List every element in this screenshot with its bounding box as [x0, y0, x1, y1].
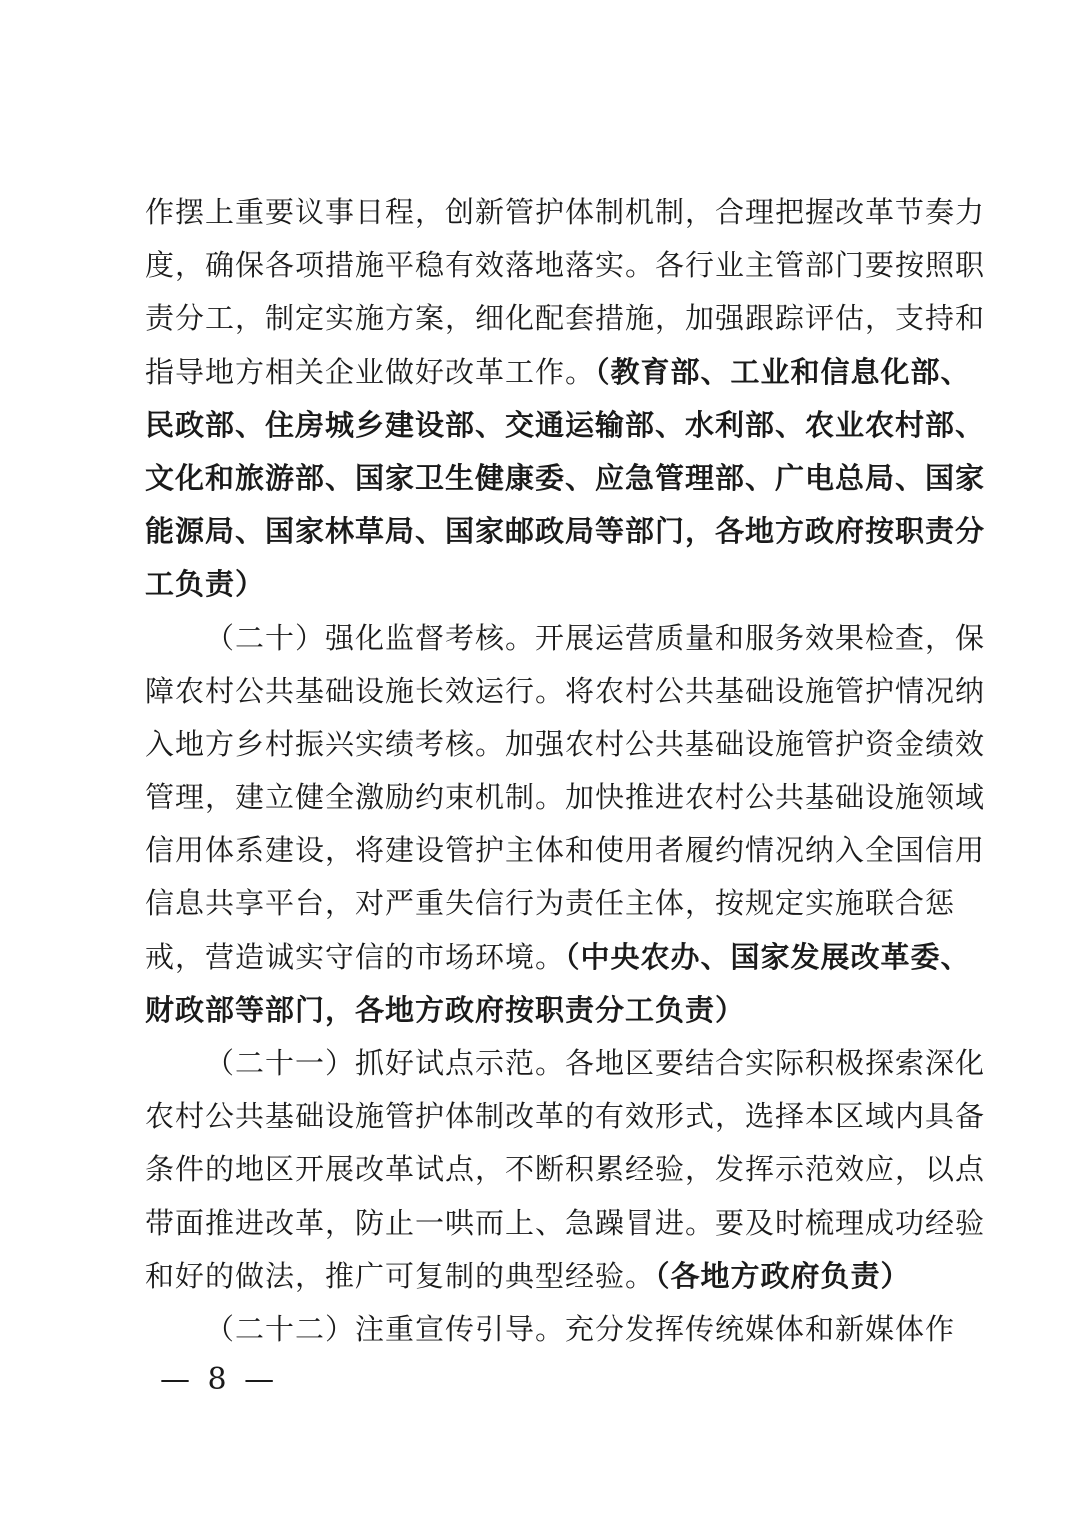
text-line-12: 管理，建立健全激励约束机制。加快推进农村公共基础设施领域	[145, 780, 986, 815]
text-line-5: 民政部、住房城乡建设部、交通运输部、水利部、农业农村部、	[145, 407, 986, 442]
text-line-18: 农村公共基础设施管护体制改革的有效形式，选择本区域内具备	[145, 1099, 986, 1134]
text-line-3: 责分工，制定实施方案，细化配套措施，加强跟踪评估，支持和	[145, 301, 986, 336]
text-line-21: 和好的做法，推广可复制的典型经验。（各地方政府负责）	[145, 1258, 911, 1293]
body-text	[145, 186, 986, 1356]
text-line-13: 信用体系建设，将建设管护主体和使用者履约情况纳入全国信用	[145, 833, 986, 868]
text-line-8: 工负责）	[145, 567, 266, 602]
text-line-22: （二十二）注重宣传引导。充分发挥传统媒体和新媒体作	[205, 1311, 956, 1346]
text-line-10: 障农村公共基础设施长效运行。将农村公共基础设施管护情况纳	[145, 673, 986, 708]
text-line-4: 指导地方相关企业做好改革工作。（教育部、工业和信息化部、	[145, 354, 971, 389]
text-line-15: 戒，营造诚实守信的市场环境。（中央农办、国家发展改革委、	[145, 939, 971, 974]
text-line-14: 信息共享平台，对严重失信行为责任主体，按规定实施联合惩	[145, 886, 956, 921]
text-line-17: （二十一）抓好试点示范。各地区要结合实际积极探索深化	[205, 1046, 986, 1080]
text-line-16: 财政部等部门，各地方政府按职责分工负责）	[145, 992, 746, 1027]
text-line-7: 能源局、国家林草局、国家邮政局等部门，各地方政府按职责分	[145, 514, 986, 549]
page-number: — 8 —	[160, 1362, 279, 1397]
text-line-19: 条件的地区开展改革试点，不断积累经验，发挥示范效应，以点	[145, 1152, 986, 1187]
text-line-2: 度，确保各项措施平稳有效落地落实。各行业主管部门要按照职	[145, 248, 986, 283]
text-line-9: （二十）强化监督考核。开展运营质量和服务效果检查，保	[205, 620, 986, 655]
text-line-1: 作摆上重要议事日程，创新管护体制机制，合理把握改革节奏力	[145, 195, 986, 229]
text-line-6: 文化和旅游部、国家卫生健康委、应急管理部、广电总局、国家	[145, 460, 986, 495]
text-line-20: 带面推进改革，防止一哄而上、急躁冒进。要及时梳理成功经验	[145, 1205, 986, 1240]
text-line-11: 入地方乡村振兴实绩考核。加强农村公共基础设施管护资金绩效	[145, 726, 986, 761]
